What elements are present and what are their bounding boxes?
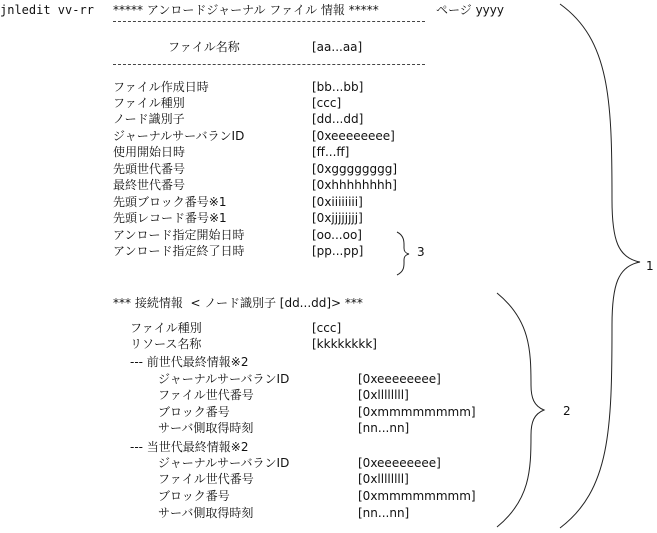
curr-value: [0xmmmmmmmm] — [358, 489, 476, 503]
connection-heading: *** 接続情報 < ノード識別子 [dd...dd]> *** — [113, 296, 363, 310]
file-name-value: [aa...aa] — [312, 40, 363, 54]
curr-label: ファイル世代番号 — [158, 472, 254, 486]
curr-value: [nn...nn] — [358, 506, 410, 520]
file-info-label: 先頭ブロック番号※1 — [113, 195, 227, 209]
brace-label-3: 3 — [417, 245, 425, 259]
file-info-label: ジャーナルサーバランID — [113, 129, 245, 143]
file-info-label: 最終世代番号 — [113, 178, 186, 192]
connection-label: リソース名称 — [130, 337, 202, 351]
file-info-value: [bb...bb] — [312, 80, 364, 94]
prev-value: [0xllllllll] — [358, 388, 409, 402]
file-info-label: ファイル作成日時 — [113, 80, 209, 94]
brace-label-2: 2 — [563, 404, 571, 418]
command-line: jnledit vv-rr — [0, 3, 94, 17]
file-name-label: ファイル名称 — [168, 40, 240, 54]
file-info-value: [0xgggggggg] — [312, 162, 398, 176]
page-label: ページ yyyy — [436, 3, 504, 17]
prev-generation-heading: --- 前世代最終情報※2 — [130, 355, 249, 369]
report-title: ***** アンロードジャーナル ファイル 情報 ***** — [113, 3, 379, 17]
file-info-label: 使用開始日時 — [113, 145, 186, 159]
file-info-label: 先頭レコード番号※1 — [113, 211, 227, 225]
prev-value: [nn...nn] — [358, 421, 410, 435]
file-info-label: ファイル種別 — [113, 96, 185, 110]
curr-generation-heading: --- 当世代最終情報※2 — [130, 440, 249, 454]
prev-label: サーバ側取得時刻 — [158, 421, 254, 435]
file-info-label: アンロード指定終了日時 — [113, 244, 245, 258]
file-info-value: [ff...ff] — [312, 145, 350, 159]
file-info-value: [0xeeeeeeee] — [312, 129, 395, 143]
prev-label: ブロック番号 — [158, 405, 230, 419]
curr-value: [0xeeeeeeee] — [358, 456, 441, 470]
file-info-label: 先頭世代番号 — [113, 162, 186, 176]
file-info-label: ノード識別子 — [113, 112, 185, 126]
prev-value: [0xeeeeeeee] — [358, 372, 441, 386]
brace-label-1: 1 — [646, 259, 654, 273]
file-info-value: [0xjjjjjjjj] — [312, 211, 363, 225]
curr-label: サーバ側取得時刻 — [158, 506, 254, 520]
file-info-value: [0xhhhhhhhh] — [312, 178, 397, 192]
file-info-value: [pp...pp] — [312, 244, 364, 258]
file-info-label: アンロード指定開始日時 — [113, 228, 245, 242]
file-info-value: [ccc] — [312, 96, 342, 110]
file-info-value: [0xiiiiiiii] — [312, 195, 363, 209]
connection-value: [kkkkkkkk] — [312, 337, 377, 351]
prev-label: ファイル世代番号 — [158, 388, 254, 402]
prev-label: ジャーナルサーバランID — [158, 372, 290, 386]
brace-3 — [397, 232, 409, 275]
connection-label: ファイル種別 — [130, 321, 202, 335]
curr-label: ブロック番号 — [158, 489, 230, 503]
curr-label: ジャーナルサーバランID — [158, 456, 290, 470]
connection-value: [ccc] — [312, 321, 342, 335]
file-info-value: [oo...oo] — [312, 228, 362, 242]
brace-2 — [497, 293, 544, 527]
brace-1 — [560, 4, 640, 528]
curr-value: [0xllllllll] — [358, 472, 409, 486]
prev-value: [0xmmmmmmmm] — [358, 405, 476, 419]
file-info-value: [dd...dd] — [312, 112, 364, 126]
